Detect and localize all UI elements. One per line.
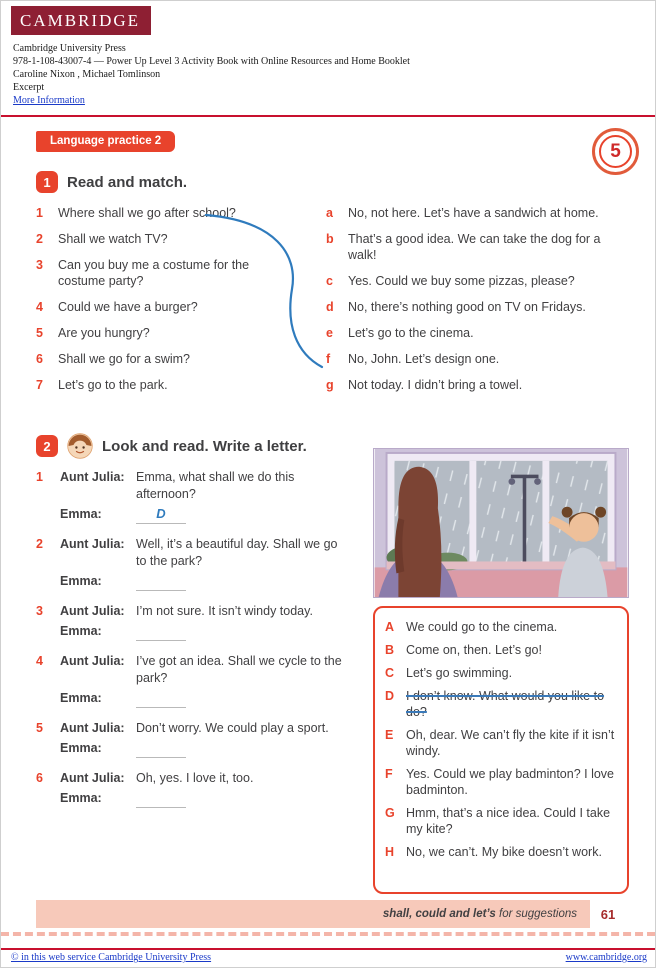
dialog-number: 4 — [36, 654, 43, 668]
rainy-window-scene — [373, 448, 629, 598]
option-letter: D — [385, 689, 395, 703]
option-row — [385, 805, 618, 837]
dialog-speaker: Aunt Julia: — [60, 470, 125, 484]
dialog-item — [36, 653, 376, 708]
dialog-number: 5 — [36, 721, 43, 735]
exercise-2 — [36, 433, 376, 820]
top-rule — [1, 115, 655, 117]
answer-letter: f — [326, 352, 331, 366]
dialog-speaker: Aunt Julia: — [60, 721, 125, 735]
meta-publisher: Cambridge University Press — [13, 43, 126, 54]
dialog-item — [36, 720, 376, 758]
meta-authors: Caroline Nixon , Michael Tomlinson — [13, 69, 161, 80]
option-text: Hmm, that’s a nice idea. Could I take my kite? — [406, 806, 611, 836]
option-row — [385, 619, 618, 635]
dialog-line-row — [36, 770, 376, 787]
question-number: 2 — [36, 232, 43, 246]
grammar-tip-rest: for suggestions — [495, 908, 577, 920]
dialog-reply-row — [60, 790, 376, 808]
dialog-speaker: Aunt Julia: — [60, 604, 125, 618]
dialog-item — [36, 469, 376, 524]
answer-text: Yes. Could we buy some pizzas, please? — [348, 274, 575, 288]
window-mullion — [469, 461, 476, 562]
copyright-link[interactable]: © in this web service Cambridge University Press — [11, 952, 212, 963]
dialog-item — [36, 770, 376, 808]
answer-blank — [136, 573, 186, 591]
question-row — [36, 325, 326, 341]
dialog-text: I’m not sure. It isn’t windy today. — [136, 604, 313, 618]
exercise-1-title: Read and match. — [67, 173, 188, 191]
girl-face-icon — [67, 433, 93, 459]
option-letter: H — [385, 845, 395, 859]
option-letter: G — [385, 806, 395, 820]
option-row — [385, 844, 618, 860]
language-practice-banner: Language practice 2 — [36, 131, 175, 152]
question-text: Can you buy me a costume for the costume party? — [58, 258, 250, 288]
answer-text: That’s a good idea. We can take the dog for a walk! — [348, 232, 601, 262]
option-text: Yes. Could we play badminton? I love badminton. — [406, 767, 615, 797]
option-letter: F — [385, 767, 393, 781]
window-mullion — [542, 461, 549, 562]
question-number: 3 — [36, 258, 43, 272]
option-text: We could go to the cinema. — [406, 620, 558, 634]
dialog-number: 6 — [36, 771, 43, 785]
dialog-line-row — [36, 536, 376, 570]
dialog-line-row — [36, 720, 376, 737]
exercise-1-number: 1 — [36, 171, 58, 193]
cambridge-logo-text: CAMBRIDGE — [20, 10, 141, 30]
dialog-text: Well, it’s a beautiful day. Shall we go to the park? — [136, 537, 338, 568]
answer-blank — [136, 740, 186, 758]
dialog-reply-row — [60, 623, 376, 641]
dialog-text: I’ve got an idea. Shall we cycle to the park? — [136, 654, 342, 685]
option-letter: A — [385, 620, 395, 634]
option-text: I don’t know. What would you like to do? — [406, 689, 605, 719]
option-row — [385, 727, 618, 759]
cambridge-website-link[interactable]: www.cambridge.org — [565, 952, 647, 963]
question-text: Are you hungry? — [58, 326, 150, 340]
dialog-reply-row — [60, 740, 376, 758]
exercise-2-number: 2 — [36, 435, 58, 457]
exercise-1-header — [36, 171, 626, 193]
bottom-rule — [1, 948, 655, 950]
answer-row — [326, 325, 626, 341]
option-row — [385, 665, 618, 681]
dialog-reply-row — [60, 690, 376, 708]
exercise-1 — [36, 171, 626, 403]
answer-blank — [136, 790, 186, 808]
unit-number-badge — [592, 128, 639, 175]
more-information-link[interactable]: More Information — [13, 95, 85, 106]
dialog-item — [36, 603, 376, 641]
answer-options-box — [373, 606, 629, 894]
dialog-number: 2 — [36, 537, 43, 551]
option-text: Oh, dear. We can’t fly the kite if it isn’t windy. — [406, 728, 615, 758]
exercise-1-columns — [36, 205, 626, 403]
option-letter: B — [385, 643, 395, 657]
dialog-number: 3 — [36, 604, 43, 618]
dialog-list — [36, 469, 376, 808]
answer-letter: b — [326, 232, 334, 246]
dialog-reply-speaker: Emma: — [60, 574, 102, 588]
answer-blank: D — [136, 506, 186, 524]
answer-row — [326, 351, 626, 367]
answer-row — [326, 299, 626, 315]
option-letter: E — [385, 728, 394, 742]
answer-row — [326, 377, 626, 393]
header-meta — [13, 42, 410, 107]
dialog-item — [36, 536, 376, 591]
answer-letter: a — [326, 206, 333, 220]
question-number: 5 — [36, 326, 43, 340]
question-row — [36, 231, 326, 247]
answer-text: Let’s go to the cinema. — [348, 326, 474, 340]
page-footer — [11, 952, 647, 963]
meta-excerpt: Excerpt — [13, 82, 45, 93]
questions-column — [36, 205, 326, 403]
dialog-text: Emma, what shall we do this afternoon? — [136, 470, 295, 501]
dashed-divider — [1, 932, 655, 936]
answer-text: Not today. I didn’t bring a towel. — [348, 378, 523, 392]
option-text: No, we can’t. My bike doesn’t work. — [406, 845, 602, 859]
question-row — [36, 257, 326, 289]
question-text: Shall we watch TV? — [58, 232, 168, 246]
question-row — [36, 377, 326, 393]
question-row — [36, 351, 326, 367]
exercise-2-title: Look and read. Write a letter. — [102, 437, 307, 455]
question-number: 7 — [36, 378, 43, 392]
question-text: Shall we go for a swim? — [58, 352, 191, 366]
grammar-tip — [383, 908, 577, 920]
answer-letter: c — [326, 274, 333, 288]
meta-isbn-title: 978-1-108-43007-4 — Power Up Level 3 Activity Book with Online Resources and Home Booklet — [13, 56, 410, 67]
question-text: Let’s go to the park. — [58, 378, 168, 392]
answer-row — [326, 231, 626, 263]
dialog-reply-speaker: Emma: — [60, 791, 102, 805]
answer-text: No, not here. Let’s have a sandwich at home. — [348, 206, 599, 220]
page-number: 61 — [590, 900, 626, 928]
answer-text: No, John. Let’s design one. — [348, 352, 500, 366]
grammar-tip-keywords: shall, could and let’s — [382, 908, 496, 920]
question-number: 4 — [36, 300, 43, 314]
dialog-line-row — [36, 469, 376, 503]
dialog-reply-speaker: Emma: — [60, 624, 102, 638]
dialog-number: 1 — [36, 470, 43, 484]
dialog-speaker: Aunt Julia: — [60, 771, 125, 785]
dialog-reply-speaker: Emma: — [60, 691, 102, 705]
option-text: Come on, then. Let’s go! — [406, 643, 542, 657]
dialog-line-row — [36, 653, 376, 687]
unit-number: 5 — [610, 140, 621, 162]
cambridge-logo — [11, 6, 151, 35]
option-text: Let’s go swimming. — [406, 666, 513, 680]
dialog-speaker: Aunt Julia: — [60, 537, 125, 551]
scene-illustration — [374, 449, 628, 597]
answer-row — [326, 205, 626, 221]
dialog-text: Don’t worry. We could play a sport. — [136, 721, 329, 735]
answers-column — [326, 205, 626, 403]
dialog-reply-speaker: Emma: — [60, 507, 102, 521]
dialog-reply-speaker: Emma: — [60, 741, 102, 755]
dialog-speaker: Aunt Julia: — [60, 654, 125, 668]
answer-letter: d — [326, 300, 334, 314]
answer-blank — [136, 690, 186, 708]
option-letter: C — [385, 666, 395, 680]
dialog-text: Oh, yes. I love it, too. — [136, 771, 254, 785]
dialog-reply-row — [60, 573, 376, 591]
dialog-line-row — [36, 603, 376, 620]
option-row — [385, 688, 618, 720]
question-text: Where shall we go after school? — [58, 206, 236, 220]
question-row — [36, 205, 326, 221]
question-number: 6 — [36, 352, 43, 366]
option-row — [385, 766, 618, 798]
question-number: 1 — [36, 206, 43, 220]
exercise-2-header — [36, 433, 376, 459]
grammar-tip-bar — [36, 900, 626, 928]
answer-letter: e — [326, 326, 333, 340]
answer-blank — [136, 623, 186, 641]
question-text: Could we have a burger? — [58, 300, 198, 314]
answer-text: No, there’s nothing good on TV on Fridays. — [348, 300, 586, 314]
question-row — [36, 299, 326, 315]
unit-number-inner — [599, 135, 632, 168]
option-row — [385, 642, 618, 658]
answer-letter: g — [326, 378, 334, 392]
answer-row — [326, 273, 626, 289]
dialog-reply-row — [60, 506, 376, 524]
